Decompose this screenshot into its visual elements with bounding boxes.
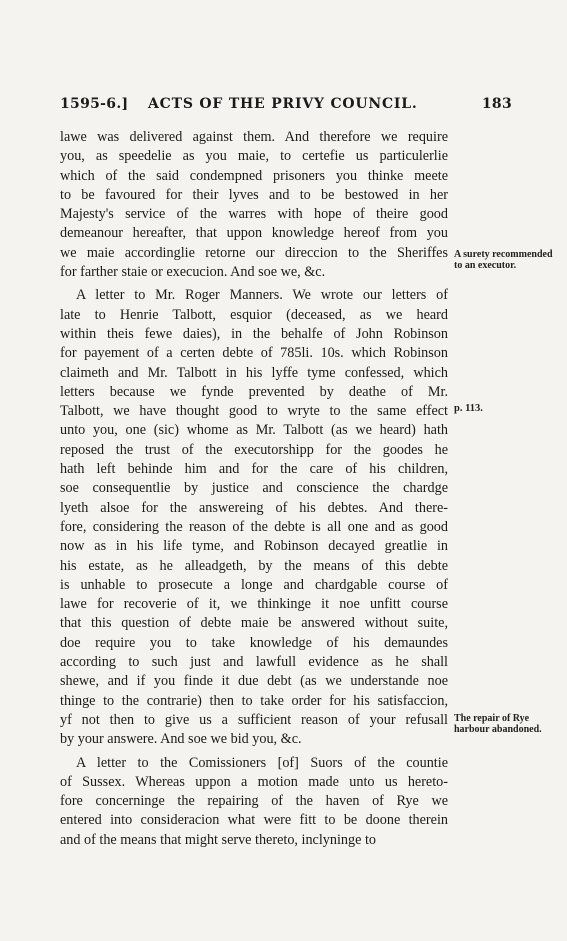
page-number: 183 [481, 96, 512, 112]
margin-note-surety: A surety recommended to an executor. [454, 249, 553, 271]
text-line: late to Henrie Talbott, esquior (deceased, as we heard [60, 306, 448, 323]
text-line: entered into consideracion what were fitt to be doone therein [60, 812, 448, 829]
paragraph [60, 754, 448, 850]
text-line: his estate, as he alleadgeth, by the means of this debte [60, 557, 448, 574]
running-head-title: ACTS OF THE PRIVY COUNCIL. [148, 96, 418, 112]
text-line: reposed the trust of the executorshipp for the goodes he [60, 441, 448, 458]
text-line: according to such just and lawfull evidence as he shall [60, 654, 448, 671]
text-line: within theis fewe daies), in the behalfe of John Robinson [60, 325, 448, 342]
text-line: shewe, and if you finde it due debt (as we understande noe [60, 673, 448, 690]
text-line: A letter to Mr. Roger Manners. We wrote our letters of [76, 287, 448, 304]
text-line: letters because we fynde prevented by deathe of Mr. [60, 383, 448, 400]
paragraph [60, 128, 448, 282]
text-line: for payement of a certen debte of 785li. 10s. which Robinson [60, 345, 448, 362]
text-line: to be favoured for their lyves and to be bestowed in her [60, 186, 448, 203]
text-line: by your answere. And soe we bid you, &c. [60, 731, 302, 748]
text-line: is unhable to prosecute a longe and chardgable course of [60, 576, 448, 593]
running-head-date: 1595-6.] [60, 96, 129, 112]
text-line: A letter to the Comissioners [of] Suors of the countie [76, 754, 448, 771]
text-line: soe consequentlie by justice and conscience the chardge [60, 480, 448, 497]
margin-note-rye: The repair of Rye harbour abandoned. [454, 713, 542, 735]
text-line: claimeth and Mr. Talbott in his lyffe tyme confessed, which [60, 364, 448, 381]
text-line: which of the said condempned prisoners you thinke meete [60, 167, 448, 184]
page-body [60, 128, 448, 850]
text-line: now as in his life tyme, and Robinson decayed greatlie in [60, 538, 448, 555]
text-line: lawe for recoverie of it, we thinkinge it noe unfitt course [60, 596, 448, 613]
text-line: yf not then to give us a sufficient reason of your refusall [60, 711, 448, 728]
text-line: unto you, one (sic) whome as Mr. Talbott (as we heard) hath [60, 422, 448, 439]
text-line: lyeth alsoe for the answereing of his debtes. And there- [60, 499, 448, 516]
text-line: and of the means that might serve thereto, inclyninge to [60, 831, 376, 848]
text-line: lawe was delivered against them. And therefore we require [60, 129, 448, 145]
running-head [60, 96, 512, 120]
text-line: thinge to the contrarie) then to take order for his satisfaccion, [60, 692, 448, 709]
text-line: Talbott, we have thought good to wryte to the same effect [60, 403, 448, 420]
margin-note-page-ref: p. 113. [454, 403, 483, 414]
text-line: fore concerninge the repairing of the haven of Rye we [60, 793, 448, 810]
text-line: we maie accordinglie retorne our direccion to the Sheriffes [60, 244, 448, 261]
text-line: of Sussex. Whereas uppon a motion made unto us hereto- [60, 773, 448, 790]
text-line: for farther staie or execucion. And soe we, &c. [60, 264, 326, 281]
text-line: fore, considering the reason of the debte is all one and as good [60, 518, 448, 535]
paragraph [60, 286, 448, 749]
text-line: Majesty's service of the warres with hope of theire good [60, 206, 448, 223]
text-line: hath left behinde him and for the care of his children, [60, 461, 448, 478]
text-line: doe require you to take knowledge of his demaundes [60, 634, 448, 651]
text-line: you, as speedelie as you maie, to certefie us particulerlie [60, 148, 448, 165]
text-line: that this question of debte maie be answered without suite, [60, 615, 448, 632]
text-line: demeanour hereafter, that uppon knowledge hereof from you [60, 225, 448, 242]
